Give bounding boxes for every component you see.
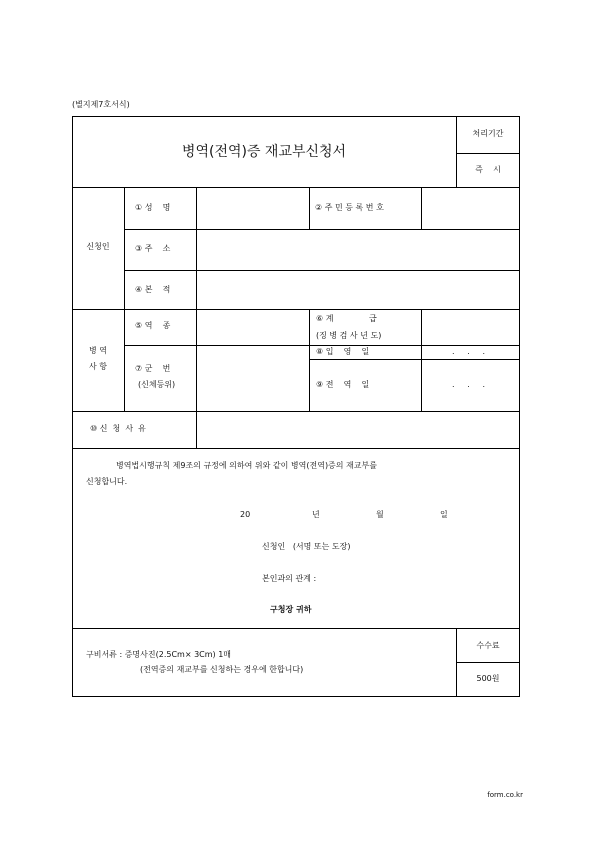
date-year: 20: [240, 510, 251, 519]
statement-line-1: 병역법시행규칙 제9조의 규정에 의하여 위와 같이 병역(전역)증의 재교부를: [116, 461, 377, 470]
domicile-field[interactable]: [197, 271, 519, 308]
rank-label: ⑥ 계 급: [316, 314, 377, 323]
discharge-date-value[interactable]: . . .: [452, 380, 486, 389]
resident-number-label: ② 주 민 등 록 번 호: [315, 203, 384, 212]
enlist-date-value[interactable]: . . .: [452, 347, 486, 356]
address-label: ③ 주 소: [135, 244, 171, 253]
address-field[interactable]: [197, 230, 519, 269]
service-number-label: ⑦ 군 번: [135, 364, 171, 373]
service-type-label: ⑤ 역 종: [135, 321, 171, 330]
addressee: 구청장 귀하: [270, 605, 312, 614]
signature-line: 신청인 (서명 또는 도장): [262, 542, 351, 551]
fee-value: 500원: [476, 674, 500, 683]
military-section-label-1: 병 역: [89, 346, 107, 355]
date-day-unit: 일: [440, 510, 448, 519]
processing-period-value: 즉 시: [475, 165, 501, 174]
applicant-section-label: 신청인: [86, 242, 110, 251]
form-title: 병역(전역)증 재교부신청서: [181, 144, 347, 160]
rank-label-sub: (징 병 검 사 년 도): [316, 331, 382, 340]
military-section-label-2: 사 항: [89, 362, 107, 371]
relation-line: 본인과의 관계 :: [262, 574, 317, 583]
date-month-unit: 월: [376, 510, 384, 519]
service-number-field[interactable]: [197, 346, 308, 410]
attachments-line-1: 구비서류 : 증명사진(2.5Cm× 3Cm) 1매: [86, 650, 232, 659]
name-field[interactable]: [197, 188, 308, 228]
reason-label: ⑩ 신 청 사 유: [90, 424, 146, 433]
attachments-line-2: (전역증의 재교부를 신청하는 경우에 한합니다): [140, 665, 304, 674]
form-number: (별지제7호서식): [72, 100, 130, 109]
rank-field[interactable]: [422, 310, 519, 344]
footer-source: form.co.kr: [487, 791, 523, 799]
domicile-label: ④ 본 적: [135, 285, 171, 294]
discharge-date-label: ⑨ 전 역 일: [316, 380, 370, 389]
processing-period-label: 처리기간: [472, 129, 504, 138]
statement-line-2: 신청합니다.: [86, 477, 128, 486]
reason-field[interactable]: [197, 412, 519, 447]
enlist-date-label: ⑧ 입 영 일: [316, 347, 370, 356]
fee-label: 수수료: [476, 641, 500, 650]
date-year-unit: 년: [312, 510, 320, 519]
service-type-field[interactable]: [197, 310, 308, 344]
name-label: ① 성 명: [135, 203, 171, 212]
resident-number-field[interactable]: [422, 188, 519, 228]
service-number-label-sub: (신체등위): [138, 380, 176, 389]
